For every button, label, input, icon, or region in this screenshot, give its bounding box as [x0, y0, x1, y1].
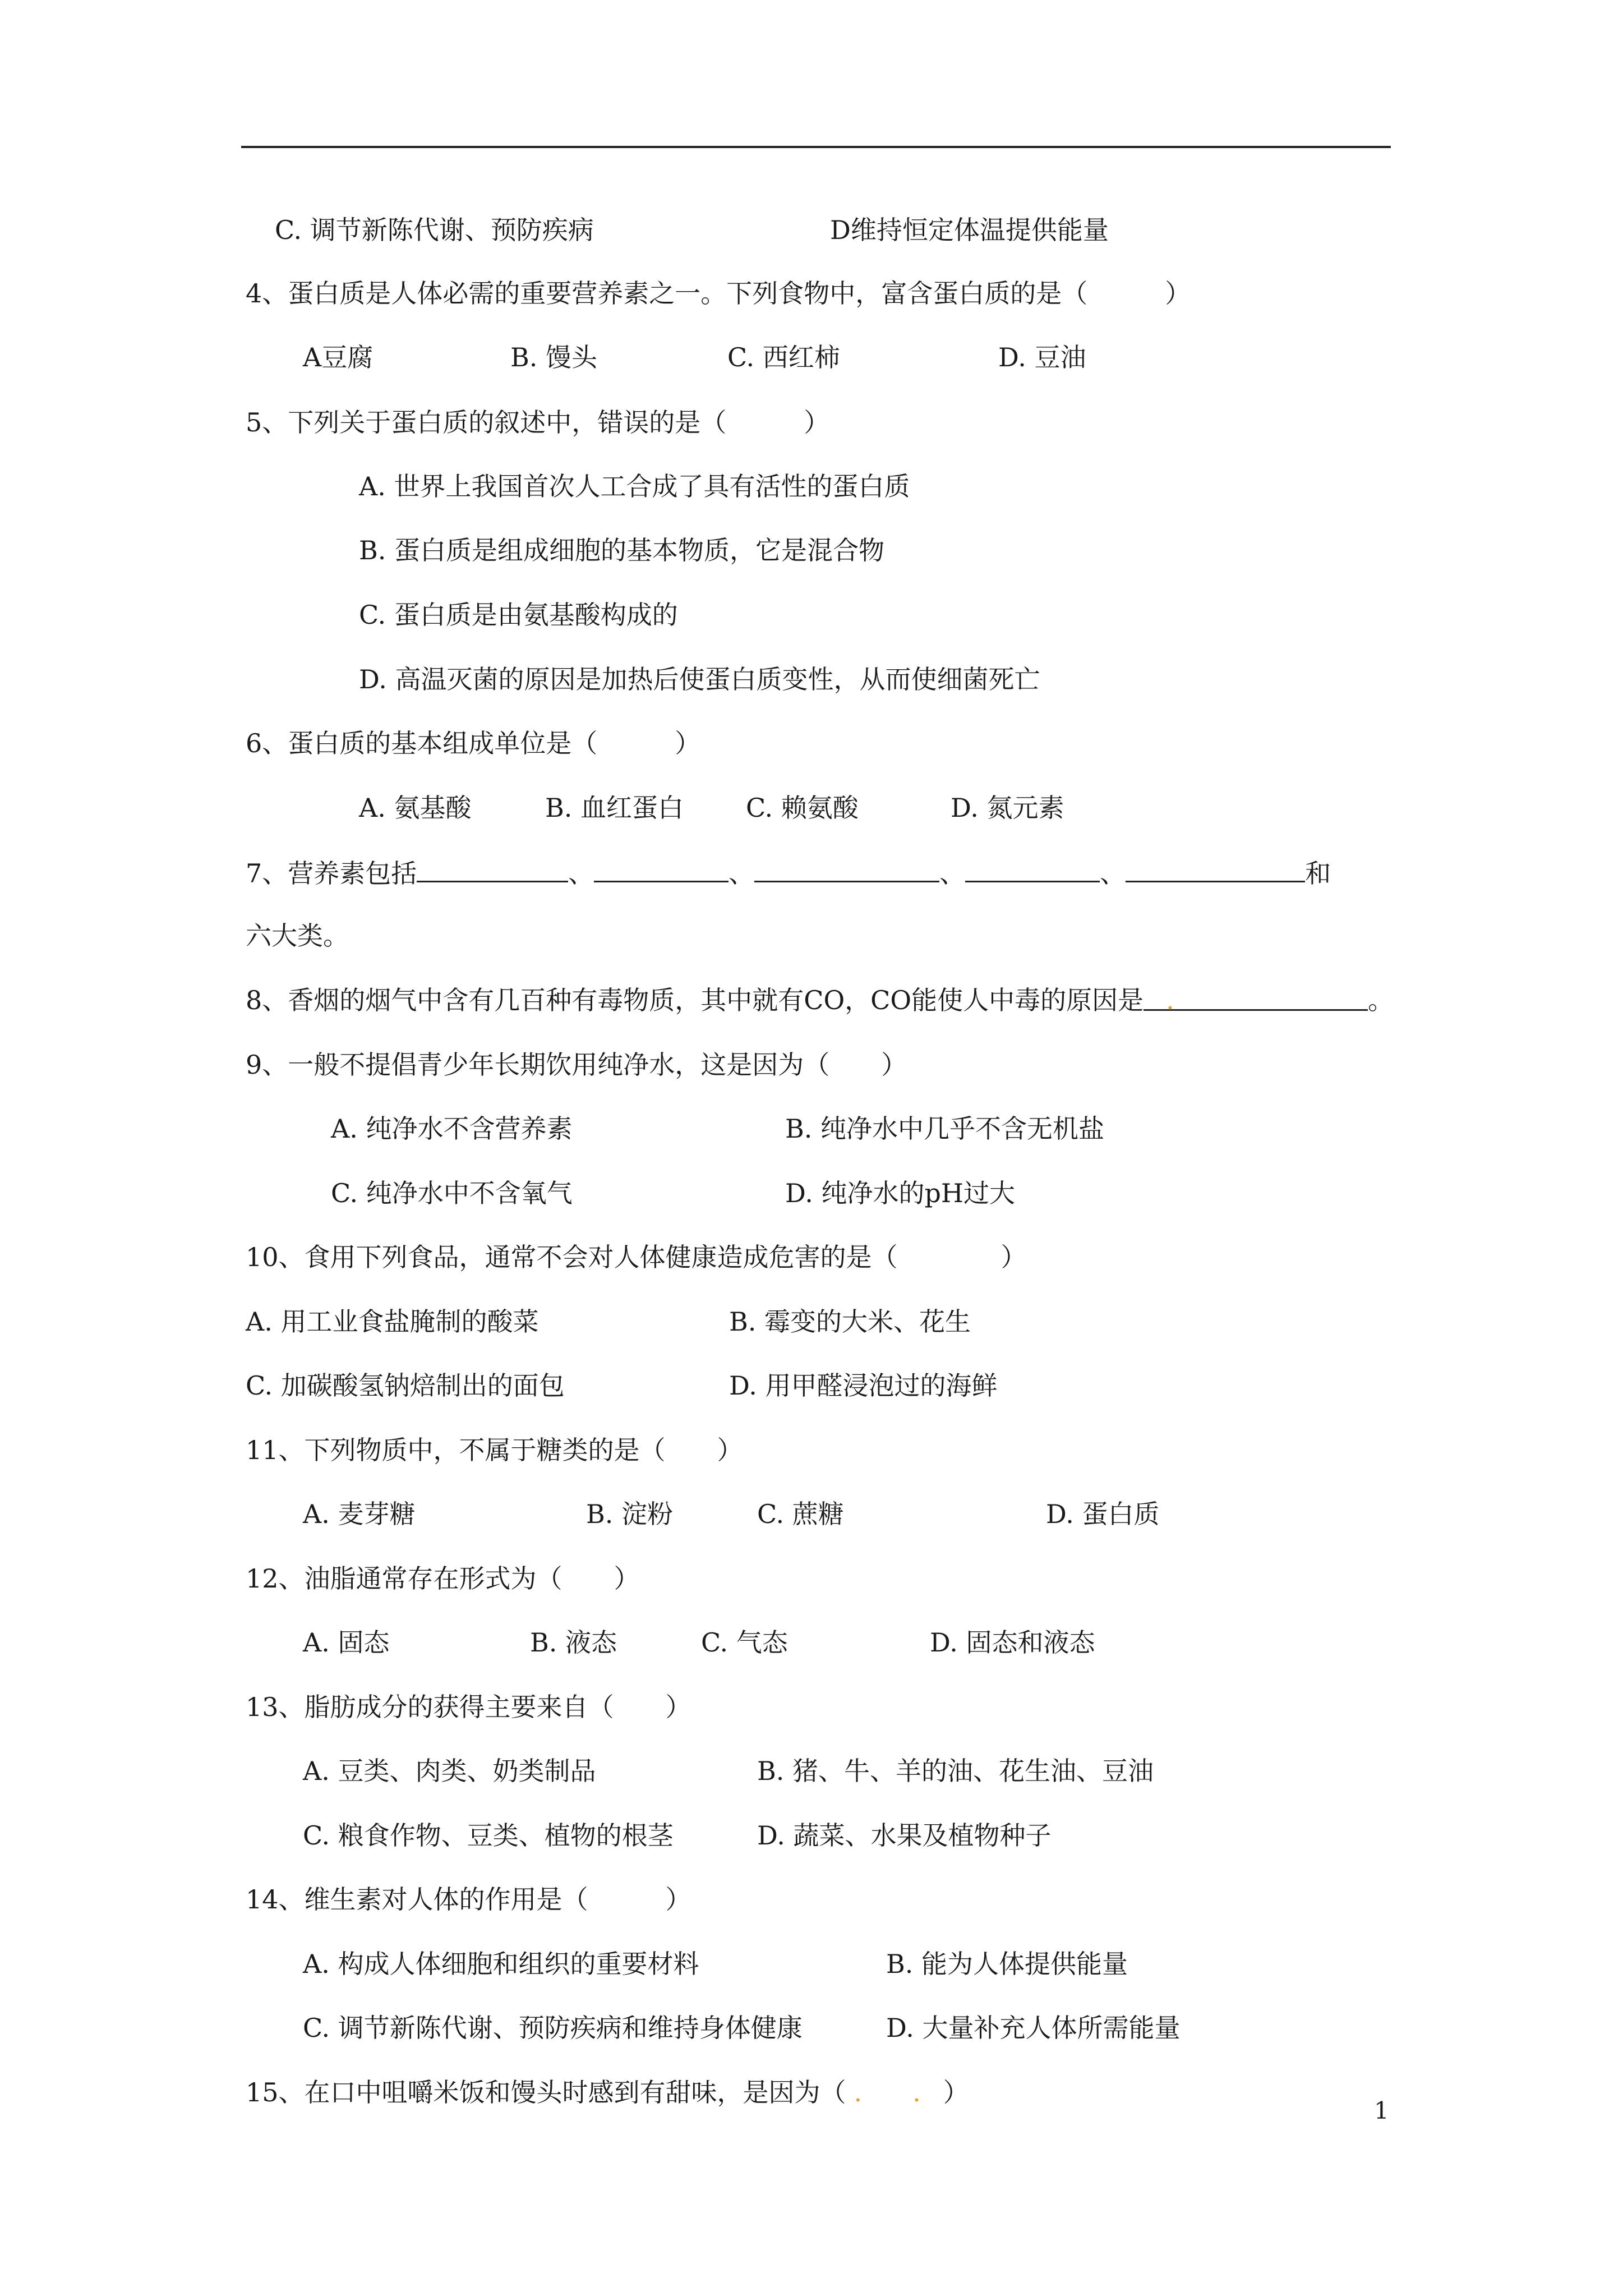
q5-option-d: D. 高温灭菌的原因是加热后使蛋白质变性，从而使细菌死亡	[359, 664, 1040, 694]
q5-option-b: B. 蛋白质是组成细胞的基本物质，它是混合物	[359, 535, 885, 565]
q9-option-a: A. 纯净水不含营养素	[331, 1114, 573, 1144]
q15-line	[246, 2076, 969, 2109]
q6-option-c: C. 赖氨酸	[746, 793, 859, 823]
q8-answer-blank[interactable]	[1144, 983, 1368, 1015]
q4-option-d: D. 豆油	[998, 342, 1086, 372]
q13-option-d: D. 蔬菜、水果及植物种子	[757, 1820, 1052, 1851]
q4-option-c: C. 西红柿	[727, 342, 840, 372]
q13-option-b: B. 猪、牛、羊的油、花生油、豆油	[757, 1756, 1154, 1786]
q3-option-c: C. 调节新陈代谢、预防疾病	[275, 215, 594, 245]
q15-mark-2: .	[912, 2077, 921, 2108]
q7-prefix: 7、营养素包括	[246, 858, 417, 889]
q14-stem: 14、维生素对人体的作用是（ ）	[246, 1884, 691, 1915]
q11-option-b: B. 淀粉	[586, 1499, 674, 1529]
q13-stem: 13、脂肪成分的获得主要来自（ ）	[246, 1692, 691, 1722]
q7-blank-3[interactable]	[754, 855, 939, 882]
q6-option-b: B. 血红蛋白	[545, 793, 684, 823]
q11-option-d: D. 蛋白质	[1046, 1499, 1160, 1529]
q11-option-a: A. 麦芽糖	[303, 1499, 416, 1529]
q10-stem: 10、食用下列食品，通常不会对人体健康造成危害的是（ ）	[246, 1242, 1027, 1272]
q7-line1	[246, 855, 1331, 890]
q7-blank-4[interactable]	[965, 855, 1100, 882]
q12-stem: 12、油脂通常存在形式为（ ）	[246, 1563, 640, 1594]
q7-separator: 、	[728, 858, 755, 889]
q12-option-a: A. 固态	[303, 1627, 390, 1658]
q8-end: 。	[1368, 985, 1394, 1015]
q10-option-a: A. 用工业食盐腌制的酸菜	[246, 1306, 539, 1337]
q13-option-c: C. 粮食作物、豆类、植物的根茎	[303, 1820, 674, 1851]
q7-blank-2[interactable]	[594, 855, 728, 882]
q8-stem: 8、香烟的烟气中含有几百种有毒物质，其中就有CO，CO能使人中毒的原因是	[246, 985, 1144, 1015]
q12-option-d: D. 固态和液态	[930, 1627, 1095, 1658]
q11-stem: 11、下列物质中，不属于糖类的是（ ）	[246, 1435, 743, 1465]
q14-option-c: C. 调节新陈代谢、预防疾病和维持身体健康	[303, 2013, 803, 2043]
q9-option-b: B. 纯净水中几乎不含无机盐	[785, 1114, 1105, 1144]
q5-option-c: C. 蛋白质是由氨基酸构成的	[359, 600, 678, 630]
q6-stem: 6、蛋白质的基本组成单位是（ ）	[246, 728, 701, 758]
q8-line	[246, 983, 1394, 1017]
q7-blank-5[interactable]	[1126, 855, 1305, 882]
page-number: 1	[1374, 2097, 1389, 2124]
q4-option-a: A豆腐	[303, 342, 374, 372]
q10-option-b: B. 霉变的大米、花生	[729, 1306, 971, 1337]
q15-stem: 15、在口中咀嚼米饭和馒头时感到有甜味，是因为（	[246, 2077, 846, 2108]
q9-option-d: D. 纯净水的pH过大	[785, 1178, 1016, 1208]
q12-option-b: B. 液态	[530, 1627, 617, 1658]
q7-separator: 、	[1100, 858, 1126, 889]
q7-separator: 、	[568, 858, 594, 889]
q7-suffix: 和	[1305, 858, 1331, 889]
q9-option-c: C. 纯净水中不含氧气	[331, 1178, 573, 1208]
q4-stem: 4、蛋白质是人体必需的重要营养素之一。下列食物中，富含蛋白质的是（ ）	[246, 278, 1191, 309]
q11-option-c: C. 蔗糖	[757, 1499, 844, 1529]
q4-option-b: B. 馒头	[510, 342, 598, 372]
q15-mark-1: .	[854, 2077, 863, 2108]
q14-option-b: B. 能为人体提供能量	[886, 1949, 1128, 1979]
q7-blank-1[interactable]	[417, 855, 568, 882]
header-rule	[241, 146, 1391, 148]
q10-option-c: C. 加碳酸氢钠焙制出的面包	[246, 1370, 565, 1401]
q5-stem: 5、下列关于蛋白质的叙述中，错误的是（ ）	[246, 407, 830, 438]
q10-option-d: D. 用甲醛浸泡过的海鲜	[729, 1370, 998, 1401]
q7-line2: 六大类。	[246, 921, 349, 951]
q14-option-d: D. 大量补充人体所需能量	[886, 2013, 1181, 2043]
q6-option-a: A. 氨基酸	[359, 793, 472, 823]
q9-stem: 9、一般不提倡青少年长期饮用纯净水，这是因为（ ）	[246, 1050, 907, 1080]
q12-option-c: C. 气态	[701, 1627, 788, 1658]
q15-close-paren: ）	[943, 2077, 969, 2108]
q5-option-a: A. 世界上我国首次人工合成了具有活性的蛋白质	[359, 471, 910, 501]
q13-option-a: A. 豆类、肉类、奶类制品	[303, 1756, 596, 1786]
q7-separator: 、	[939, 858, 966, 889]
q6-option-d: D. 氮元素	[951, 793, 1064, 823]
q3-option-d: D维持恒定体温提供能量	[830, 215, 1109, 245]
q14-option-a: A. 构成人体细胞和组织的重要材料	[303, 1949, 699, 1979]
q8-blank-mark: .	[1166, 985, 1174, 1015]
